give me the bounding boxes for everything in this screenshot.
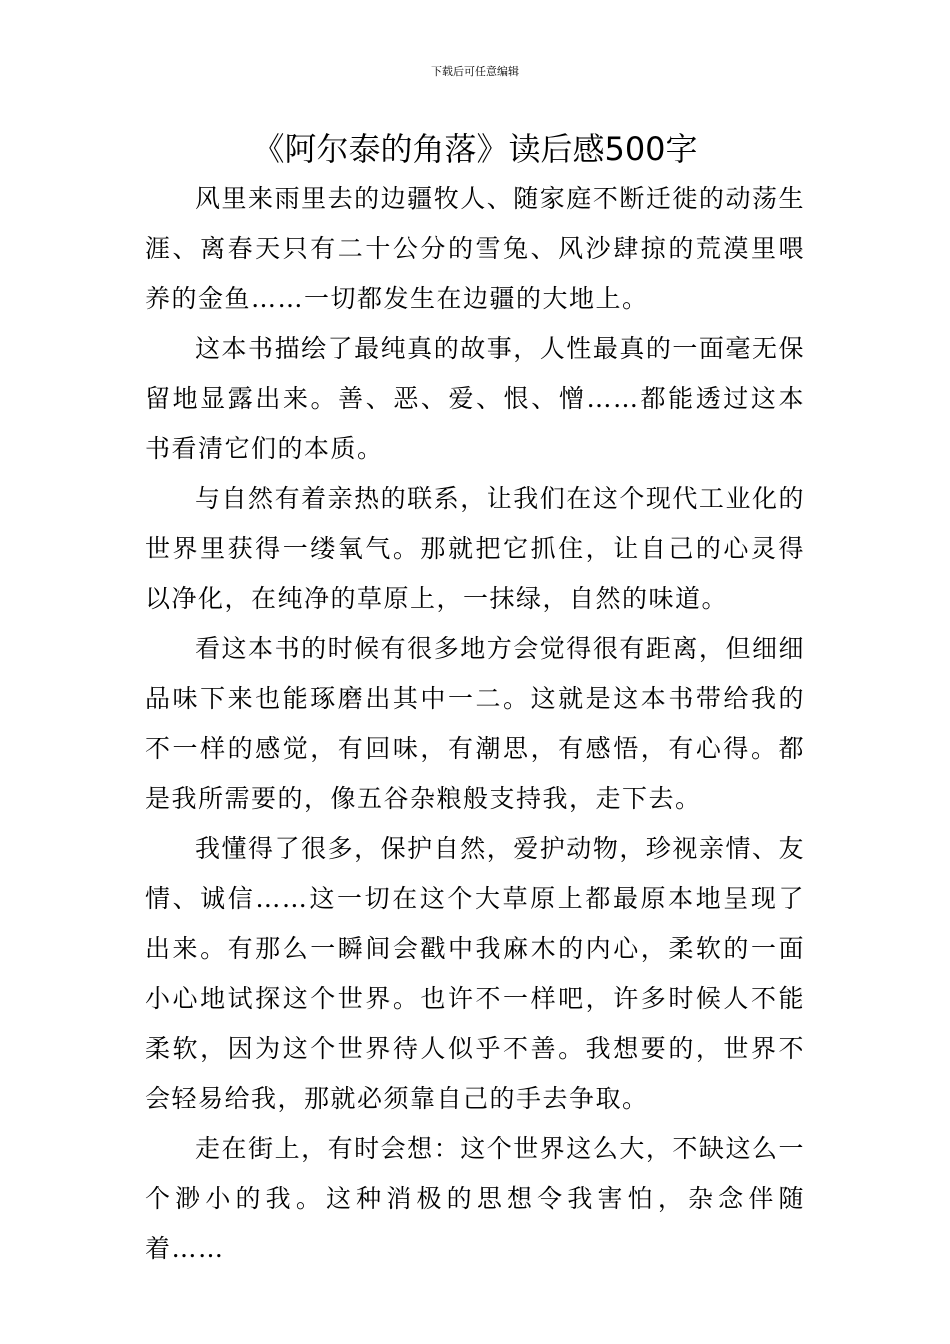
paragraph-6: 走在街上，有时会想：这个世界这么大，不缺这么一个渺小的我。这种消极的思想令我害怕，杂念伴随着……: [145, 1134, 805, 1263]
body-text: [145, 174, 805, 1274]
paragraph-3: 与自然有着亲热的联系，让我们在这个现代工业化的世界里获得一缕氧气。那就把它抓住，让自己的心灵得以净化，在纯净的草原上，一抹绿，自然的味道。: [145, 484, 805, 613]
paragraph-5: 我懂得了很多，保护自然，爱护动物，珍视亲情、友情、诚信……这一切在这个大草原上都最原本地呈现了出来。有那么一瞬间会戳中我麻木的内心，柔软的一面小心地试探这个世界。也许不一样吧，许多时候人不能柔软，因为这个世界待人似乎不善。我想要的，世界不会轻易给我，那就必须靠自己的手去争取。: [145, 834, 805, 1113]
paragraph-2: 这本书描绘了最纯真的故事，人性最真的一面毫无保留地显露出来。善、恶、爱、恨、憎……都能透过这本书看清它们的本质。: [145, 334, 805, 463]
page-title: 《阿尔泰的角落》读后感500字: [252, 130, 698, 168]
paragraph-1: 风里来雨里去的边疆牧人、随家庭不断迁徙的动荡生涯、离春天只有二十公分的雪兔、风沙肆掠的荒漠里喂养的金鱼……一切都发生在边疆的大地上。: [145, 184, 805, 313]
header-note: 下载后可任意编辑: [431, 65, 519, 78]
paragraph-4: 看这本书的时候有很多地方会觉得很有距离，但细细品味下来也能琢磨出其中一二。这就是这本书带给我的不一样的感觉，有回味，有潮思，有感悟，有心得。都是我所需要的，像五谷杂粮般支持我，走下去。: [145, 634, 805, 813]
